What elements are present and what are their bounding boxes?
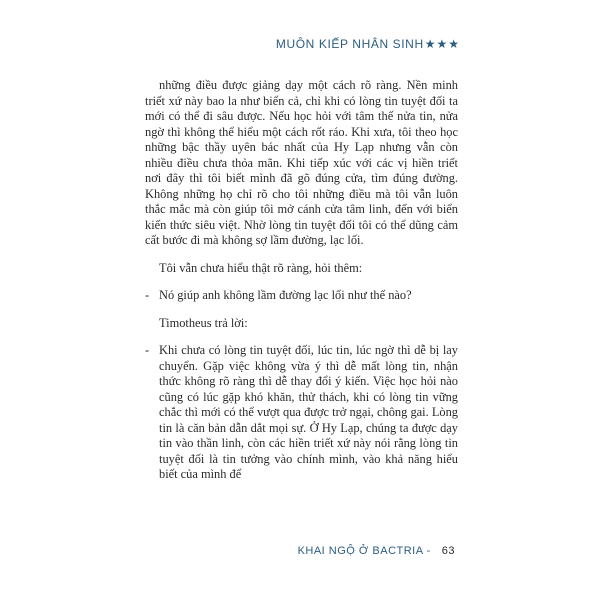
dialogue-text: Nó giúp anh không lầm đường lạc lối như thế nào?	[159, 288, 412, 302]
paragraph-question-intro: Tôi vẫn chưa hiểu thật rõ ràng, hỏi thêm:	[159, 260, 363, 275]
page-number: 63	[441, 545, 455, 557]
paragraph-speaker: Timotheus trả lời:	[159, 315, 248, 330]
dialogue-item	[145, 288, 458, 304]
footer-separator: -	[426, 545, 431, 557]
running-foot	[298, 545, 455, 557]
dialogue-dash: -	[145, 288, 150, 302]
dialogue-item	[145, 343, 458, 483]
paragraph-continued: những điều được giảng dạy một cách rõ ràng. Nền minh triết xứ này bao la như biển cả, chỉ khi có lòng tin tuyệt đối ta mới có thể đi sâu được. Nếu học hỏi với tâm thế nửa tin, nửa ngờ thì không thể hiểu một cách rốt ráo. Khi xưa, tôi theo học những bậc thầy uyên bác nhất của Hy Lạp nhưng vẫn còn nhiều điều chưa thỏa mãn. Khi tiếp xúc với các vị hiền triết nơi đây thì tôi biết mình đã gõ đúng cửa, tìm đúng đường. Không những họ chỉ rõ cho tôi những điều mà tôi vẫn luôn thắc mắc mà còn giúp tôi mở cánh cửa tâm linh, đến với biển kiến thức siêu việt. Nhờ lòng tin tuyệt đối tôi có thể dũng cảm cất bước đi mà không sợ lầm đường, lạc lối.	[145, 78, 458, 247]
body-text	[145, 78, 458, 483]
stars-ornament: ★★★	[424, 37, 460, 51]
running-head	[276, 37, 460, 51]
chapter-title: KHAI NGỘ Ở BACTRIA	[297, 545, 424, 557]
book-title: MUÔN KIẾP NHÂN SINH	[275, 37, 424, 51]
dialogue-dash: -	[145, 343, 150, 357]
dialogue-text: Khi chưa có lòng tin tuyệt đối, lúc tin, lúc ngờ thì dễ bị lay chuyển. Gặp việc không vừa ý thì dễ mất lòng tin, nhận thức không rõ ràng thì dễ thay đổi ý kiến. Việc học hỏi nào cũng có lúc gặp khó khăn, thử thách, khi có lòng tin vững chắc thì mới có thể vượt qua được trở ngại, chông gai. Lòng tin là căn bản dẫn dắt mọi sự. Ở Hy Lạp, chúng ta được dạy tin vào thần linh, còn các hiền triết xứ này nói rằng lòng tin tuyệt đối là tin tưởng vào chính mình, vào khả năng hiểu biết của mình để	[159, 343, 458, 481]
